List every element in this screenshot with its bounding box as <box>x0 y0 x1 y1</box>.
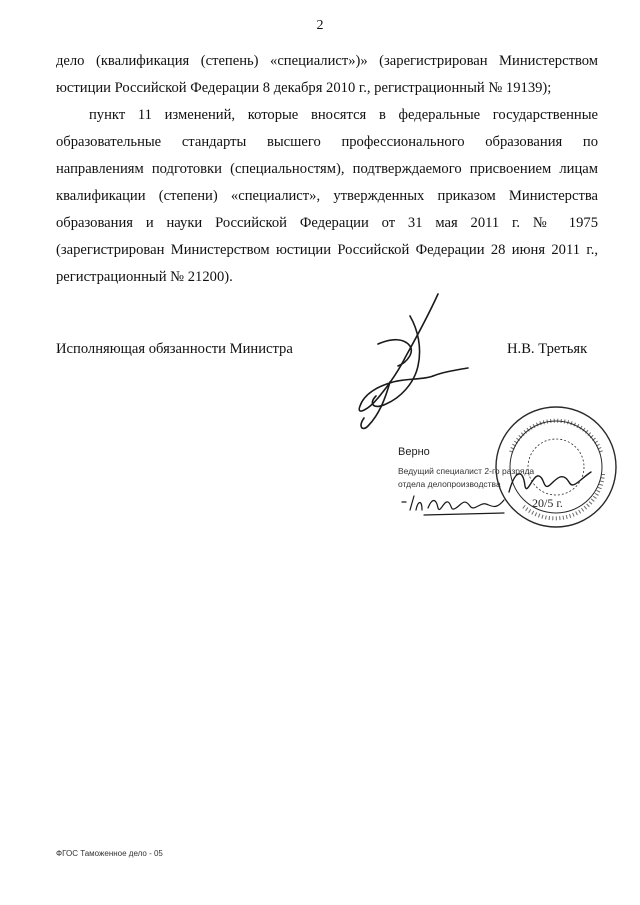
signer-name: Н.В. Третьяк <box>507 341 588 357</box>
document-footer: ФГОС Таможенное дело - 05 <box>56 849 163 858</box>
certification-position: Ведущий специалист 2-го разряда <box>398 466 535 476</box>
certification-date-year: 20/5 г. <box>532 496 563 510</box>
paragraph-2: пункт 11 изменений, которые вносятся в федеральные государственные образовательные стандарты высшего профессионального образования по направлениям подготовки (специальностям), подтверждаемого присвоением лицам квалификации (степени) «специалист», утвержденных приказом Министерства образования и науки Российской Федерации от 31 мая 2011 г. № 1975 (зарегистрирован Министерством юстиции Российской Федерации 28 июня 2011 г., регистрационный № 21200). <box>56 107 598 285</box>
handwritten-date-image <box>400 488 510 518</box>
page-number: 2 <box>316 18 324 33</box>
signature-image <box>338 286 498 436</box>
signer-role: Исполняющая обязанности Министра <box>56 341 293 357</box>
certification-verno: Верно <box>398 446 430 458</box>
certification-department: отдела делопроизводства <box>398 479 501 489</box>
paragraph-1: дело (квалификация (степень) «специалист»)» (зарегистрирован Министерством юстиции Российской Федерации 8 декабря 2010 г., регистрационный № 19139); <box>56 53 598 96</box>
